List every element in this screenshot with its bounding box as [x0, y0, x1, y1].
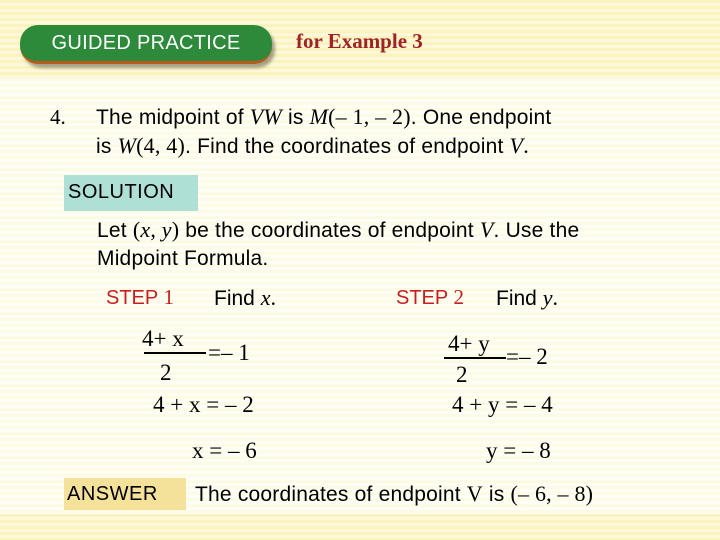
step1-frac-rhs: =– 1 — [208, 340, 250, 365]
solution-badge — [64, 175, 198, 211]
guided-practice-badge — [20, 25, 272, 64]
step1-frac-denominator: 2 — [160, 360, 172, 385]
step1-equation-2: 4 + x = – 2 — [153, 392, 254, 417]
endpoint-v: V — [509, 133, 524, 158]
step1-label: STEP 1 — [106, 285, 174, 309]
endpoint-w: W — [117, 133, 137, 158]
step2-fraction-bar — [444, 357, 506, 359]
segment-vw: VW — [249, 104, 282, 129]
problem-number: 4. — [50, 105, 66, 129]
guided-practice-label: GUIDED PRACTICE — [51, 32, 241, 54]
step1-frac-numerator: 4+ x — [142, 326, 184, 351]
step2-task: Find y. — [496, 285, 558, 310]
midpoint-m: M — [309, 104, 329, 129]
step2-frac-numerator: 4+ y — [448, 331, 490, 356]
answer-label: ANSWER — [67, 483, 158, 505]
answer-badge — [64, 478, 186, 510]
endpoint-w-coords: (4, 4) — [136, 133, 185, 158]
step2-frac-denominator: 2 — [456, 362, 468, 387]
problem-statement: The midpoint of VW is M(– 1, – 2). One endpoint is W(4, 4). Find the coordinates of endpoint V. — [96, 104, 552, 158]
step2-frac-rhs: =– 2 — [506, 344, 548, 369]
example-reference: for Example 3 — [296, 29, 423, 53]
solution-label: SOLUTION — [68, 181, 175, 203]
step1-task: Find x. — [214, 285, 276, 310]
step1-fraction-bar — [144, 352, 206, 354]
step2-label: STEP 2 — [396, 285, 464, 309]
step2-equation-2: 4 + y = – 4 — [452, 392, 553, 417]
midpoint-coords: (– 1, – 2) — [328, 104, 411, 129]
answer-statement: The coordinates of endpoint V is (– 6, – 8) — [195, 481, 594, 506]
step1-result: x = – 6 — [192, 438, 257, 463]
step2-result: y = – 8 — [486, 438, 551, 463]
answer-coords: (– 6, – 8) — [510, 481, 594, 506]
footer-band — [0, 514, 720, 540]
solution-intro: Let (x, y) be the coordinates of endpoint V. Use the Midpoint Formula. — [97, 217, 580, 270]
